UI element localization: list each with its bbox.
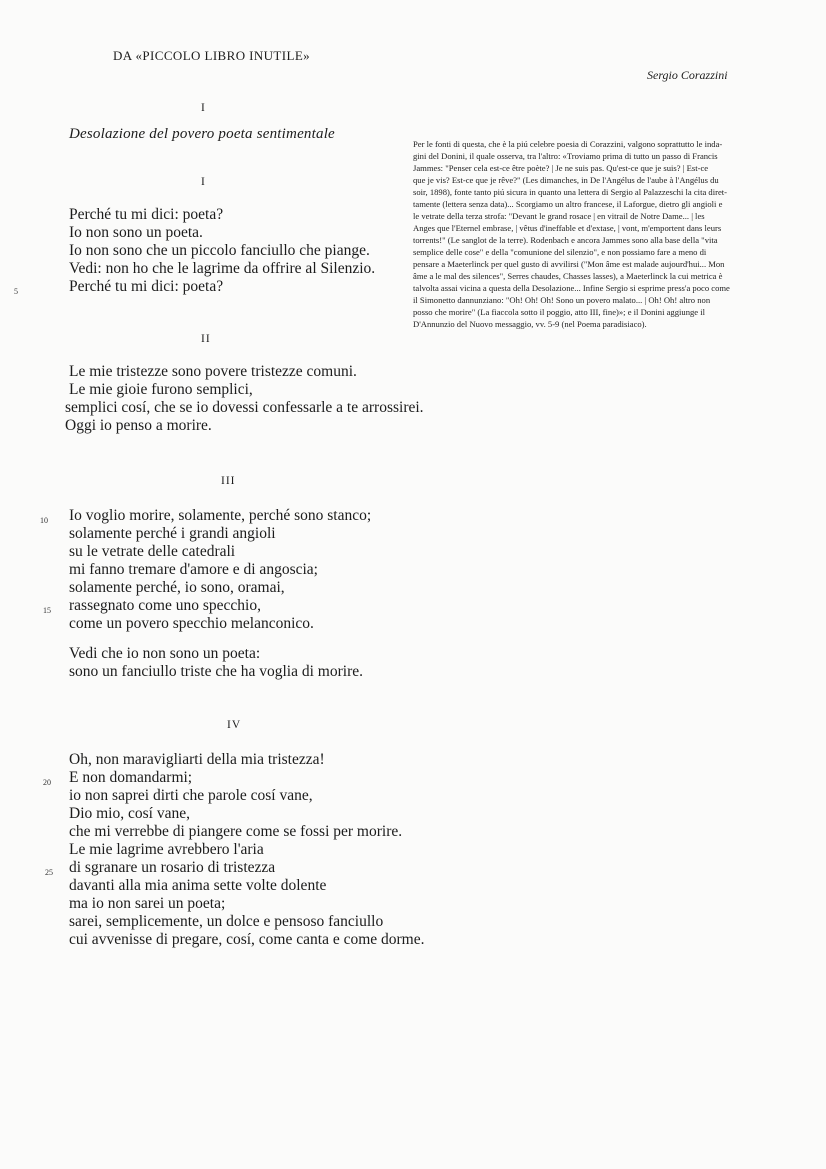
verse-line: che mi verrebbe di piangere come se fossi per morire. — [69, 823, 403, 840]
verse-line: Dio mio, cosí vane, — [69, 805, 190, 822]
author-name: Sergio Corazzini — [647, 68, 728, 82]
verse-line: rassegnato come uno specchio, — [69, 597, 261, 614]
note-line: le vetrate della terza strofa: "Devant le grand rosace | en vitrail de Notre Dame... | les — [413, 211, 705, 221]
verse-line: solamente perché, io sono, oramai, — [69, 579, 285, 596]
verse-line: davanti alla mia anima sette volte dolente — [69, 877, 327, 894]
verse-line: Vedi che io non sono un poeta: — [69, 645, 261, 662]
verse-line: mi fanno tremare d'amore e di angoscia; — [69, 561, 318, 578]
verse-line: Perché tu mi dici: poeta? — [69, 206, 224, 223]
verse-line: semplici cosí, che se io dovessi confessarle a te arrossirei. — [65, 399, 424, 416]
note-line: torrents!" (Le sanglot de la terre). Rodenbach e ancora Jammes sono alla base della "vita — [413, 235, 718, 245]
note-line: Jammes: "Penser cela est-ce être poète? | Je ne suis pas. Qu'est-ce que je suis? | Est-ce — [413, 163, 709, 173]
verse-line: ma io non sarei un poeta; — [69, 895, 226, 912]
verse-line: su le vetrate delle catedrali — [69, 543, 236, 560]
verse-line: solamente perché i grandi angioli — [69, 525, 276, 542]
note-line: posso che morire" (La fiaccola sotto il poggio, atto III, fine)»; e il Donini aggiunge il — [413, 307, 706, 317]
section-numeral: II — [201, 333, 211, 345]
note-line: il Simonetto dannunziano: "Oh! Oh! Oh! Sono un povero malato... | Oh! Oh! altro non — [413, 295, 711, 305]
verse-line: cui avvenisse di pregare, cosí, come canta e come dorme. — [69, 931, 425, 948]
verse-line: Vedi: non ho che le lagrime da offrire al Silenzio. — [69, 260, 376, 277]
note-line: tamente (lettera senza data)... Scorgiamo un altro francese, il Laforgue, dietro gli angioli e — [413, 199, 723, 209]
verse-line: Perché tu mi dici: poeta? — [69, 278, 224, 295]
verse-line: sarei, semplicemente, un dolce e pensoso fanciullo — [69, 913, 384, 930]
note-line: âme a le mal des silences", Serres chaudes, Chasses lasses), a Maeterlinck la cui metrica è — [413, 271, 723, 281]
note-line: D'Annunzio del Nuovo messaggio, vv. 5-9 (nel Poema paradisiaco). — [413, 319, 647, 329]
verse-line: come un povero specchio melanconico. — [69, 615, 314, 632]
verse-line: Io voglio morire, solamente, perché sono stanco; — [69, 507, 372, 524]
verse-line: Oh, non maravigliarti della mia tristezza! — [69, 751, 325, 768]
note-line: talvolta assai vicina a questa della Desolazione... Infine Sergio si esprime press'a poco come — [413, 283, 730, 293]
verse-line: sono un fanciullo triste che ha voglia di morire. — [69, 663, 363, 680]
line-number: 20 — [43, 778, 51, 787]
line-number: 5 — [14, 287, 18, 296]
note-line: Per le fonti di questa, che è la piú celebre poesia di Corazzini, valgono soprattutto le inda- — [413, 139, 723, 149]
poem-number: I — [201, 102, 206, 114]
section-numeral: III — [221, 475, 236, 487]
note-line: gini del Donini, il quale osserva, tra l'altro: «Troviamo prima di tutto un passo di Francis — [413, 151, 718, 161]
verse-line: Le mie tristezze sono povere tristezze comuni. — [69, 363, 357, 380]
note-line: pensare a Maeterlinck per quel gusto di avvilirsi ("Mon âme est malade aujourd'hui... Mon — [413, 259, 725, 269]
verse-line: Io non sono un poeta. — [69, 224, 203, 241]
verse-line: E non domandarmi; — [69, 769, 193, 786]
note-line: soir, 1898), fonte tanto piú sicura in quanto una lettera di Sergio al Palazzeschi la cita diret- — [413, 187, 728, 197]
poem-title: Desolazione del povero poeta sentimentale — [69, 126, 335, 142]
note-line: Anges que l'Eternel embrase, | vêtus d'ineffable et d'extase, | vont, m'emportent dans leurs — [413, 223, 722, 233]
section-numeral: I — [201, 176, 206, 188]
verse-line: Le mie lagrime avrebbero l'aria — [69, 841, 264, 858]
line-number: 15 — [43, 606, 51, 615]
running-header: DA «PICCOLO LIBRO INUTILE» — [113, 48, 311, 63]
verse-line: Io non sono che un piccolo fanciullo che piange. — [69, 242, 370, 259]
note-line: semplice delle cose" e della "comunione del silenzio", e non possiamo fare a meno di — [413, 247, 707, 257]
section-numeral: IV — [227, 719, 242, 731]
note-line: que je vis? Est-ce que je rêve?" (Les dimanches, in De l'Angélus de l'aube à l'Angélus du — [413, 175, 719, 185]
verse-line: di sgranare un rosario di tristezza — [69, 859, 276, 876]
commentary-note — [413, 138, 793, 330]
verse-line: Oggi io penso a morire. — [65, 417, 212, 434]
verse-line: io non saprei dirti che parole cosí vane, — [69, 787, 313, 804]
verse-line: Le mie gioie furono semplici, — [69, 381, 253, 398]
line-number: 10 — [40, 516, 48, 525]
line-number: 25 — [45, 868, 53, 877]
